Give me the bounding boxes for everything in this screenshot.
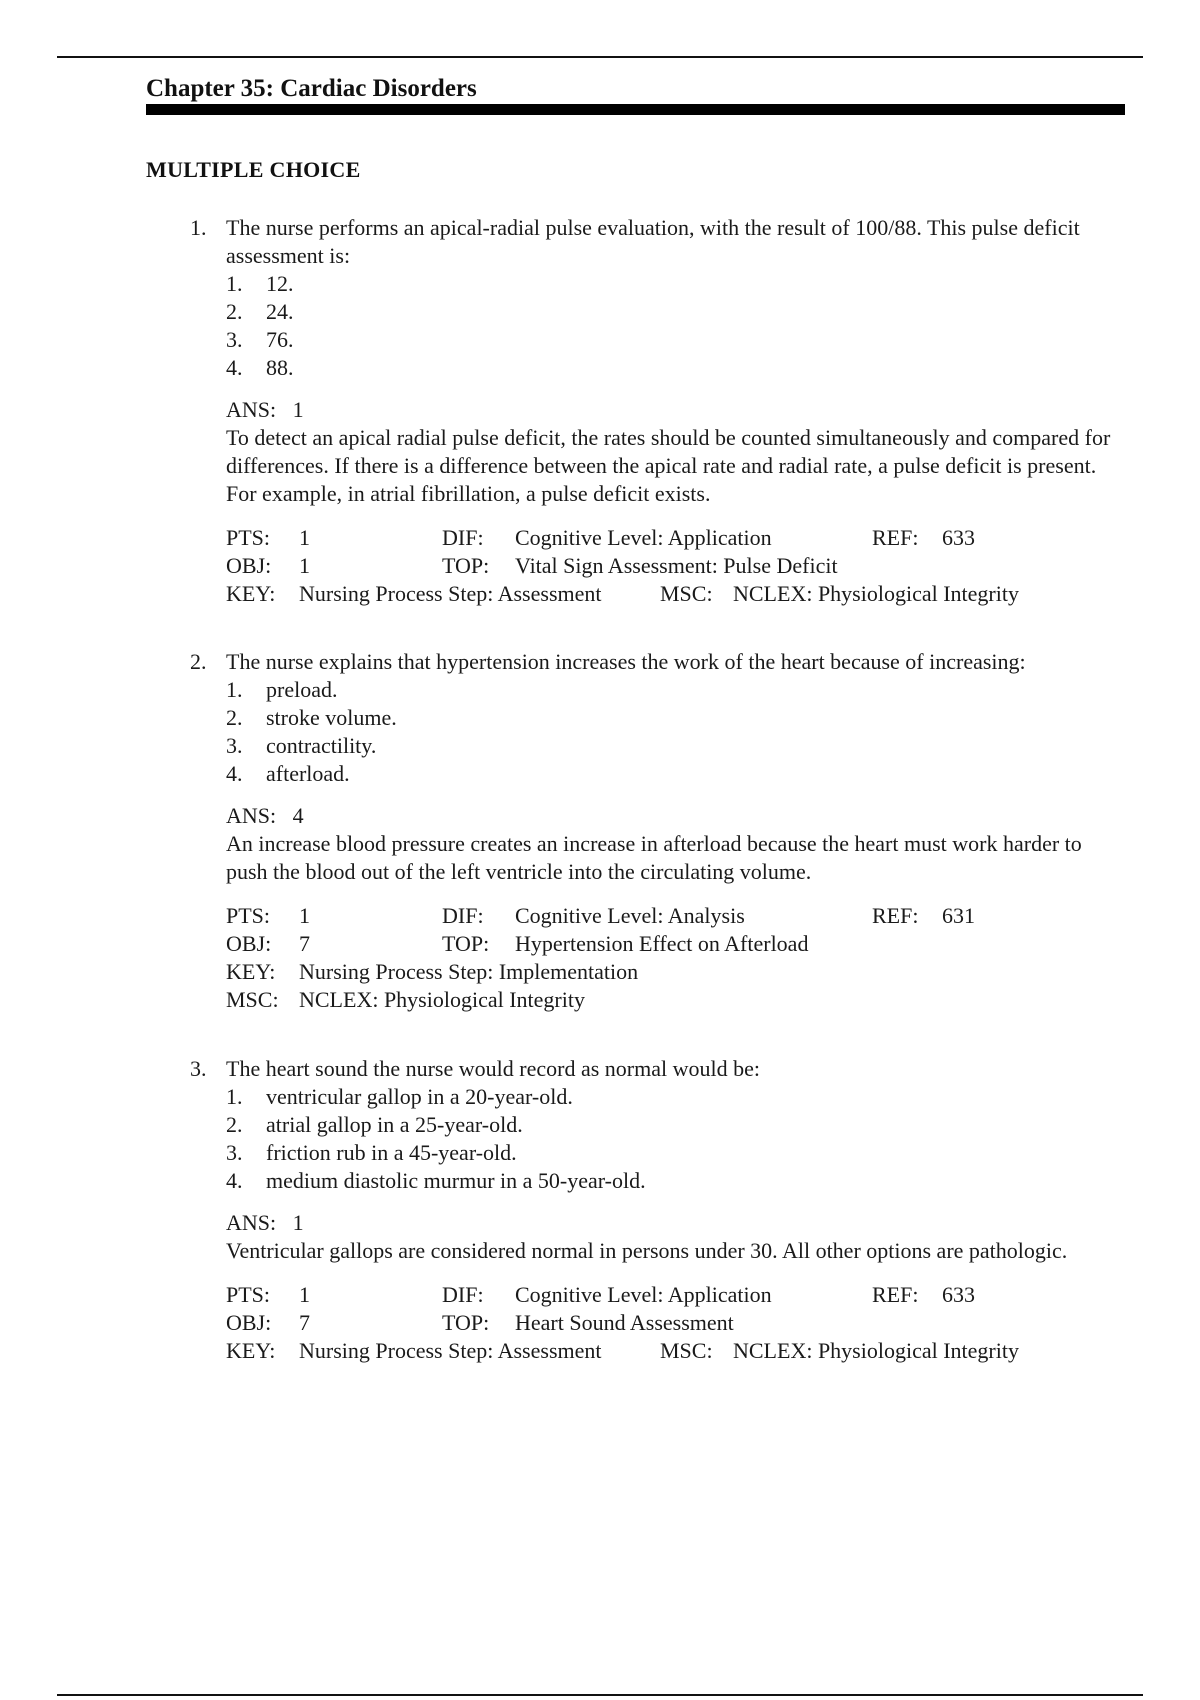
option (226, 354, 1120, 382)
top-label: TOP: (442, 931, 490, 956)
option-text: stroke volume. (266, 705, 397, 730)
ref-value: 633 (942, 1282, 975, 1307)
top-rule (57, 56, 1143, 58)
msc-label: MSC: (660, 1338, 713, 1363)
pts-label: PTS: (226, 525, 271, 550)
answer-value: 1 (292, 1210, 304, 1235)
msc-value: NCLEX: Physiological Integrity (733, 581, 1019, 606)
top-value: Heart Sound Assessment (515, 1310, 734, 1335)
option (226, 270, 1120, 298)
option (226, 676, 1120, 704)
answer-block (190, 396, 1120, 508)
ans-label: ANS: (226, 803, 277, 828)
msc-label: MSC: (660, 581, 713, 606)
option (226, 704, 1120, 732)
ans-label: ANS: (226, 1210, 277, 1235)
meta-row (226, 958, 1120, 986)
option (226, 732, 1120, 760)
obj-value: 7 (299, 1310, 310, 1335)
option-list (190, 1083, 1120, 1195)
meta-row (226, 986, 1120, 1014)
option-text: ventricular gallop in a 20-year-old. (266, 1084, 573, 1109)
answer-value: 1 (292, 397, 304, 422)
option-text: contractility. (266, 733, 377, 758)
pts-value: 1 (299, 525, 310, 550)
rationale: To detect an apical radial pulse deficit, the rates should be counted simultaneously and compared for differences. If there is a difference between the apical rate and radial rate, a pulse deficit is present. For example, in atrial fibrillation, a pulse deficit exists. (226, 425, 1111, 506)
key-value: Nursing Process Step: Implementation (299, 959, 639, 984)
option-number: 4. (226, 1168, 243, 1193)
ref-value: 633 (942, 525, 975, 550)
top-label: TOP: (442, 553, 490, 578)
ref-label: REF: (872, 1282, 919, 1307)
ref-label: REF: (872, 903, 919, 928)
key-label: KEY: (226, 581, 276, 606)
answer-line (226, 1209, 1120, 1237)
option-text: preload. (266, 677, 338, 702)
answer-block (190, 802, 1120, 886)
obj-value: 1 (299, 553, 310, 578)
option (226, 298, 1120, 326)
msc-label: MSC: (226, 987, 279, 1012)
pts-label: PTS: (226, 903, 271, 928)
option (226, 1111, 1120, 1139)
option-number: 2. (226, 1112, 243, 1137)
option (226, 1083, 1120, 1111)
question-3 (190, 1055, 1120, 1365)
rationale: An increase blood pressure creates an increase in afterload because the heart must work harder to push the blood out of the left ventricle into the circulating volume. (226, 831, 1082, 884)
meta-row (226, 580, 1120, 608)
meta-row (226, 1337, 1120, 1365)
option-number: 2. (226, 705, 243, 730)
option (226, 1139, 1120, 1167)
obj-label: OBJ: (226, 1310, 272, 1335)
question-2 (190, 648, 1120, 1014)
question-stem: The heart sound the nurse would record as normal would be: (226, 1056, 760, 1081)
rationale: Ventricular gallops are considered normal in persons under 30. All other options are pathologic. (226, 1238, 1068, 1263)
option-text: friction rub in a 45-year-old. (266, 1140, 517, 1165)
option-number: 3. (226, 1140, 243, 1165)
question-1 (190, 214, 1120, 608)
top-label: TOP: (442, 1310, 490, 1335)
question-number: 2. (190, 649, 207, 674)
metadata (190, 1281, 1120, 1365)
option (226, 1167, 1120, 1195)
key-label: KEY: (226, 1338, 276, 1363)
option-number: 4. (226, 761, 243, 786)
meta-row (226, 552, 1120, 580)
option-number: 1. (226, 677, 243, 702)
option-number: 3. (226, 327, 243, 352)
option-text: medium diastolic murmur in a 50-year-old. (266, 1168, 646, 1193)
dif-value: Cognitive Level: Application (515, 1282, 772, 1307)
obj-value: 7 (299, 931, 310, 956)
metadata (190, 902, 1120, 1014)
answer-line (226, 802, 1120, 830)
key-label: KEY: (226, 959, 276, 984)
dif-label: DIF: (442, 903, 484, 928)
dif-label: DIF: (442, 1282, 484, 1307)
answer-block (190, 1209, 1120, 1265)
meta-row (226, 902, 1120, 930)
option-number: 1. (226, 1084, 243, 1109)
option-list (190, 270, 1120, 382)
top-value: Hypertension Effect on Afterload (515, 931, 809, 956)
option (226, 760, 1120, 788)
dif-value: Cognitive Level: Analysis (515, 903, 745, 928)
chapter-title: Chapter 35: Cardiac Disorders (146, 75, 477, 102)
meta-row (226, 930, 1120, 958)
option-number: 4. (226, 355, 243, 380)
top-value: Vital Sign Assessment: Pulse Deficit (515, 553, 838, 578)
dif-value: Cognitive Level: Application (515, 525, 772, 550)
option-text: 12. (266, 271, 294, 296)
pts-value: 1 (299, 1282, 310, 1307)
meta-row (226, 1309, 1120, 1337)
option (226, 326, 1120, 354)
question-stem: The nurse explains that hypertension increases the work of the heart because of increasing: (226, 649, 1026, 674)
ans-label: ANS: (226, 397, 277, 422)
ref-label: REF: (872, 525, 919, 550)
msc-value: NCLEX: Physiological Integrity (299, 987, 585, 1012)
section-heading: MULTIPLE CHOICE (146, 157, 361, 182)
key-value: Nursing Process Step: Assessment (299, 1338, 602, 1363)
meta-row (226, 1281, 1120, 1309)
option-text: 24. (266, 299, 294, 324)
option-list (190, 676, 1120, 788)
pts-value: 1 (299, 903, 310, 928)
option-number: 2. (226, 299, 243, 324)
meta-row (226, 524, 1120, 552)
obj-label: OBJ: (226, 553, 272, 578)
dif-label: DIF: (442, 525, 484, 550)
option-text: 88. (266, 355, 294, 380)
question-number: 3. (190, 1056, 207, 1081)
key-value: Nursing Process Step: Assessment (299, 581, 602, 606)
option-text: afterload. (266, 761, 350, 786)
question-stem: The nurse performs an apical-radial pulse evaluation, with the result of 100/88. This pulse deficit assessment is: (226, 215, 1080, 268)
option-number: 3. (226, 733, 243, 758)
option-number: 1. (226, 271, 243, 296)
metadata (190, 524, 1120, 608)
option-text: atrial gallop in a 25-year-old. (266, 1112, 523, 1137)
title-bar (146, 104, 1125, 115)
msc-value: NCLEX: Physiological Integrity (733, 1338, 1019, 1363)
ref-value: 631 (942, 903, 975, 928)
option-text: 76. (266, 327, 294, 352)
answer-value: 4 (292, 803, 304, 828)
bottom-rule (57, 1694, 1143, 1696)
obj-label: OBJ: (226, 931, 272, 956)
question-number: 1. (190, 215, 207, 240)
pts-label: PTS: (226, 1282, 271, 1307)
answer-line (226, 396, 1120, 424)
